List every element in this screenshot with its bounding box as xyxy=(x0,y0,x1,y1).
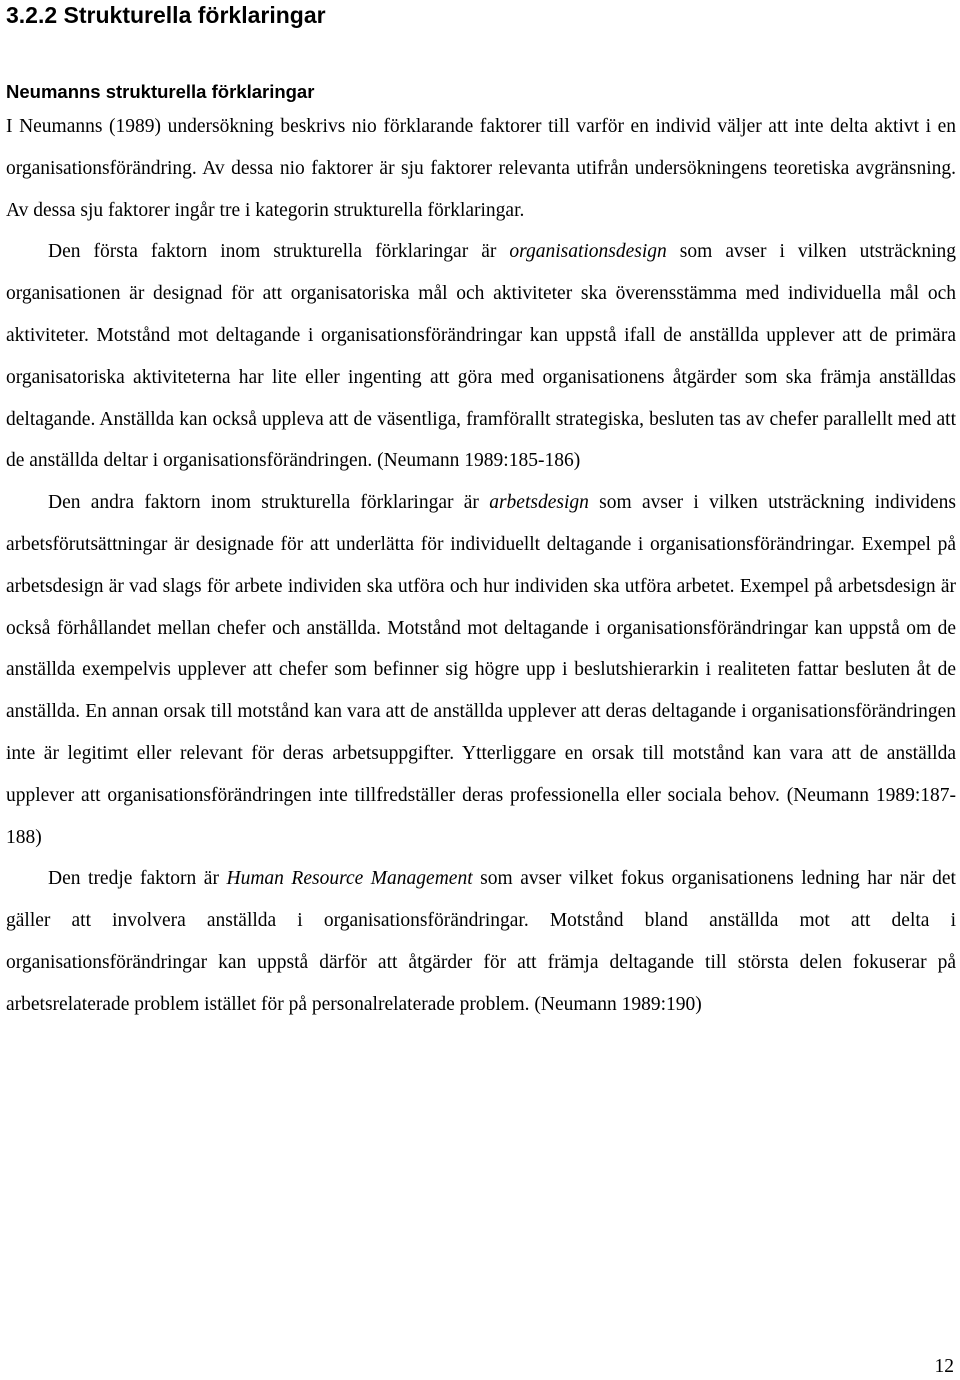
paragraph-text: Den andra faktorn inom strukturella förklaringar är xyxy=(48,492,490,514)
paragraph-text: som avser i vilken utsträckning organisationen är designad för att organisatoriska mål och aktiviteter ska överensstämma med individuella mål och aktiviteter. Motstånd mot deltagande i organisationsförändringar kan uppstå ifall de anställda upplever att de primära organisatoriska aktiviteterna har lite eller ingenting att göra med organisationens åtgärder som ska främja anställdas deltagande. Anställda kan också uppleva att de väsentliga, framförallt strategiska, besluten tas av chefer parallellt med att de anställda deltar i organisationsförändringen. (Neumann 1989:185-186) xyxy=(6,241,957,472)
paragraph-arbetsdesign xyxy=(6,482,956,858)
term-arbetsdesign: arbetsdesign xyxy=(489,492,589,514)
paragraph-text: som avser i vilken utsträckning individens arbetsförutsättningar är designade för att underlätta för individuellt deltagande i organisationsförändringar. Exempel på arbetsdesign är vad slags för arbete individen ska utföra och hur individen ska utföra arbetet. Exempel på arbetsdesign är också förhållandet mellan chefer och anställda. Motstånd mot deltagande i organisationsförändringar kan uppstå om de anställda exempelvis upplever att chefer som befinner sig högre upp i beslutshierarkin i realiteten fattar besluten åt de anställda. En annan orsak till motstånd kan vara att de anställda upplever att deras deltagande i organisationsförändringen inte är legitimt eller relevant för deras arbetsuppgifter. Ytterliggare en orsak till motstånd kan vara att de anställda upplever att organisationsförändringen inte tillfredställer deras professionella eller sociala behov. (Neumann 1989:187-188) xyxy=(6,492,957,848)
paragraph-text: Den första faktorn inom strukturella förklaringar är xyxy=(48,241,510,263)
term-human-resource-management: Human Resource Management xyxy=(226,868,473,890)
section-heading: 3.2.2 Strukturella förklaringar xyxy=(6,2,326,28)
paragraph-text: Den tredje faktorn är xyxy=(48,868,227,890)
paragraph-text: som avser vilket fokus organisationens ledning har när det gäller att involvera anställda i organisationsförändringar. Motstånd bland anställda mot att delta i organisationsförändringar kan uppstå därför att åtgärder för att främja deltagande till största delen fokuserar på arbetsrelaterade problem istället för på personalrelaterade problem. (Neumann 1989:190) xyxy=(6,868,956,1015)
paragraph-organisationsdesign xyxy=(6,231,956,482)
subsection-heading: Neumanns strukturella förklaringar xyxy=(6,81,315,102)
term-organisationsdesign: organisationsdesign xyxy=(509,241,667,263)
paragraph-hrm xyxy=(6,858,956,1025)
paragraph-intro: I Neumanns (1989) undersökning beskrivs nio förklarande faktorer till varför en individ väljer att inte delta aktivt i en organisationsförändring. Av dessa nio faktorer är sju faktorer relevanta utifrån undersökningens teoretiska avgränsning. Av dessa sju faktorer ingår tre i kategorin strukturella förklaringar. xyxy=(6,116,956,221)
document-page xyxy=(6,0,956,1026)
page-number: 12 xyxy=(934,1356,954,1377)
